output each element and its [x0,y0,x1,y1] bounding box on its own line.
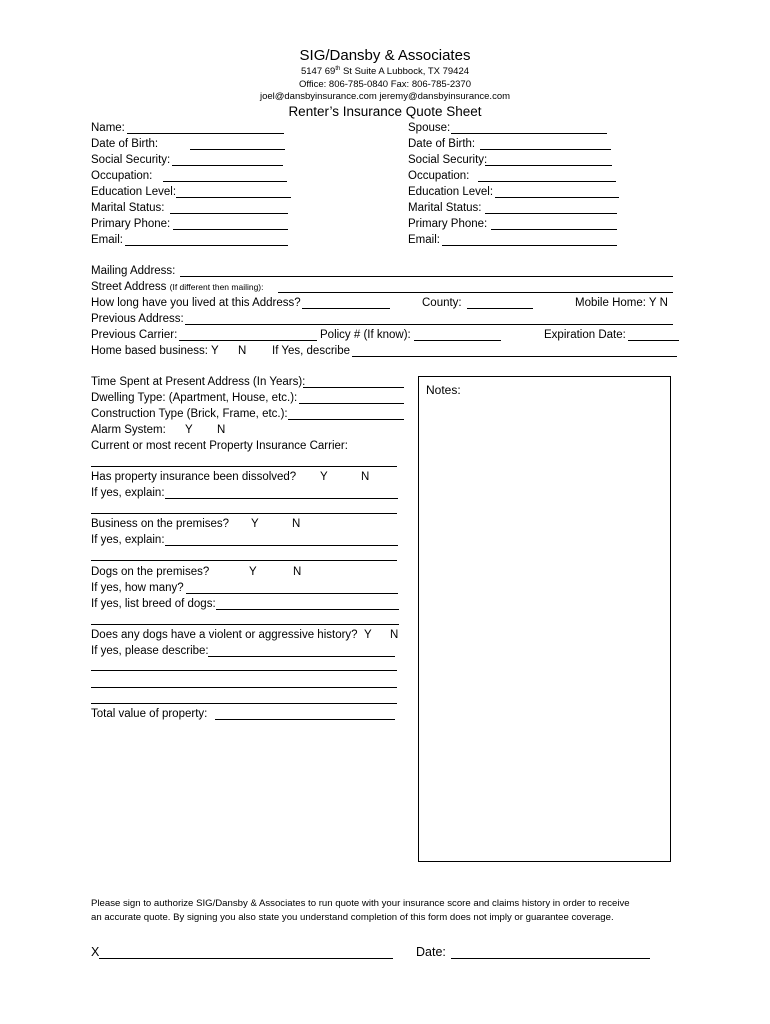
dissolved-explain-field[interactable] [165,498,398,499]
dissolved-no[interactable]: N [361,471,370,483]
dogs-breed-field[interactable] [216,609,399,610]
marital-field[interactable] [170,213,288,214]
company-address [0,66,770,77]
address-sup: th [335,66,341,72]
construction-field[interactable] [288,419,404,420]
notes-box[interactable] [418,376,671,862]
spouse-email-label: Email: [408,234,440,246]
policy-label: Policy # (If know): [320,329,411,341]
dogs-label: Dogs on the premises? [91,566,210,578]
phone-field[interactable] [173,229,288,230]
previous-address-field[interactable] [185,324,673,325]
authorization-text-2: an accurate quote. By signing you also state you understand completion of this form does not imply or guarantee coverage. [91,912,614,923]
violent-describe-label: If yes, please describe: [91,645,209,657]
street-address-field[interactable] [278,292,673,293]
spouse-field[interactable] [451,133,607,134]
occupation-label: Occupation: [91,170,153,182]
expiration-label: Expiration Date: [544,329,626,341]
violent-dogs-yes[interactable]: Y [364,629,372,641]
address-text: 5147 69 [300,66,336,78]
spouse-dob-label: Date of Birth: [408,138,476,150]
dissolved-explain-field-2[interactable] [91,513,397,514]
alarm-no[interactable]: N [217,424,226,436]
spouse-phone-field[interactable] [491,229,617,230]
violent-dogs-no[interactable]: N [390,629,399,641]
dissolved-yes[interactable]: Y [320,471,328,483]
ssn-label: Social Security: [91,154,171,166]
signature-label: X [91,945,100,959]
spouse-dob-field[interactable] [480,149,611,150]
current-carrier-label: Current or most recent Property Insurance Carrier: [91,440,348,452]
policy-field[interactable] [414,340,501,341]
business-yes[interactable]: Y [251,518,259,530]
current-carrier-field[interactable] [91,466,397,467]
occupation-field[interactable] [163,181,287,182]
signature-field[interactable] [99,958,393,959]
dogs-breed-label: If yes, list breed of dogs: [91,598,216,610]
violent-describe-field[interactable] [208,656,395,657]
home-business-no[interactable]: N [238,345,247,357]
dogs-yes[interactable]: Y [249,566,257,578]
mobile-home-option[interactable]: Mobile Home: Y N [575,297,668,309]
violent-describe-field-3[interactable] [91,687,397,688]
spouse-occupation-label: Occupation: [408,170,470,182]
spouse-occupation-field[interactable] [478,181,616,182]
dogs-count-field[interactable] [186,593,398,594]
dogs-breed-field-2[interactable] [91,624,399,625]
company-emails: joel@dansbyinsurance.com jeremy@dansbyinsurance.com [259,91,511,102]
date-label: Date: [416,945,446,959]
authorization-text-1: Please sign to authorize SIG/Dansby & Associates to run quote with your insurance score and claims history in order to receive [91,898,630,909]
violent-dogs-label: Does any dogs have a violent or aggressive history? [91,629,358,641]
previous-carrier-label: Previous Carrier: [91,329,178,341]
county-label: County: [422,297,462,309]
spouse-marital-label: Marital Status: [408,202,482,214]
spouse-label: Spouse: [408,122,451,134]
dob-field[interactable] [190,149,285,150]
email-label: Email: [91,234,123,246]
email-field[interactable] [125,245,288,246]
time-spent-label: Time Spent at Present Address (In Years): [91,376,306,388]
dogs-count-label: If yes, how many? [91,582,184,594]
education-label: Education Level: [91,186,177,198]
address-text: St Suite A Lubbock, TX 79424 [340,66,470,78]
county-field[interactable] [467,308,533,309]
phone-label: Primary Phone: [91,218,171,230]
dissolved-explain-label: If yes, explain: [91,487,165,499]
dwelling-field[interactable] [299,403,404,404]
business-no[interactable]: N [292,518,301,530]
company-phone-fax: Office: 806-785-0840 Fax: 806-785-2370 [299,79,471,90]
violent-describe-field-4[interactable] [91,703,397,704]
home-business-label[interactable]: Home based business: Y [91,345,219,357]
street-address-text: Street Address [91,281,167,293]
company-name: SIG/Dansby & Associates [299,47,471,64]
spouse-ssn-field[interactable] [485,165,612,166]
previous-carrier-field[interactable] [179,340,317,341]
dob-label: Date of Birth: [91,138,159,150]
home-business-describe-label: If Yes, describe [272,345,350,357]
home-business-describe-field[interactable] [352,356,677,357]
violent-describe-field-2[interactable] [91,670,397,671]
form-title: Renter’s Insurance Quote Sheet [288,104,482,119]
street-address-note: (If different then mailing): [169,282,264,292]
notes-label: Notes: [426,383,461,397]
business-explain-field-2[interactable] [91,560,397,561]
spouse-email-field[interactable] [442,245,617,246]
how-long-field[interactable] [302,308,390,309]
name-field[interactable] [127,133,284,134]
spouse-education-field[interactable] [495,197,619,198]
business-explain-label: If yes, explain: [91,534,165,546]
education-field[interactable] [176,197,291,198]
spouse-education-label: Education Level: [408,186,494,198]
alarm-label: Alarm System: [91,424,166,436]
business-label: Business on the premises? [91,518,230,530]
time-spent-field[interactable] [303,387,404,388]
marital-label: Marital Status: [91,202,165,214]
mailing-address-field[interactable] [180,276,673,277]
ssn-field[interactable] [172,165,283,166]
dissolved-label: Has property insurance been dissolved? [91,471,297,483]
business-explain-field[interactable] [165,545,398,546]
previous-address-label: Previous Address: [91,313,184,325]
mailing-address-label: Mailing Address: [91,265,176,277]
how-long-label: How long have you lived at this Address? [91,297,301,309]
date-field[interactable] [451,958,650,959]
spouse-marital-field[interactable] [485,213,617,214]
total-value-label: Total value of property: [91,708,208,720]
name-label: Name: [91,122,125,134]
construction-label: Construction Type (Brick, Frame, etc.): [91,408,288,420]
dwelling-label: Dwelling Type: (Apartment, House, etc.): [91,392,298,404]
dogs-no[interactable]: N [293,566,302,578]
street-address-label [91,280,264,294]
spouse-phone-label: Primary Phone: [408,218,488,230]
total-value-field[interactable] [215,719,395,720]
expiration-field[interactable] [628,340,679,341]
alarm-yes[interactable]: Y [185,424,193,436]
spouse-ssn-label: Social Security: [408,154,488,166]
